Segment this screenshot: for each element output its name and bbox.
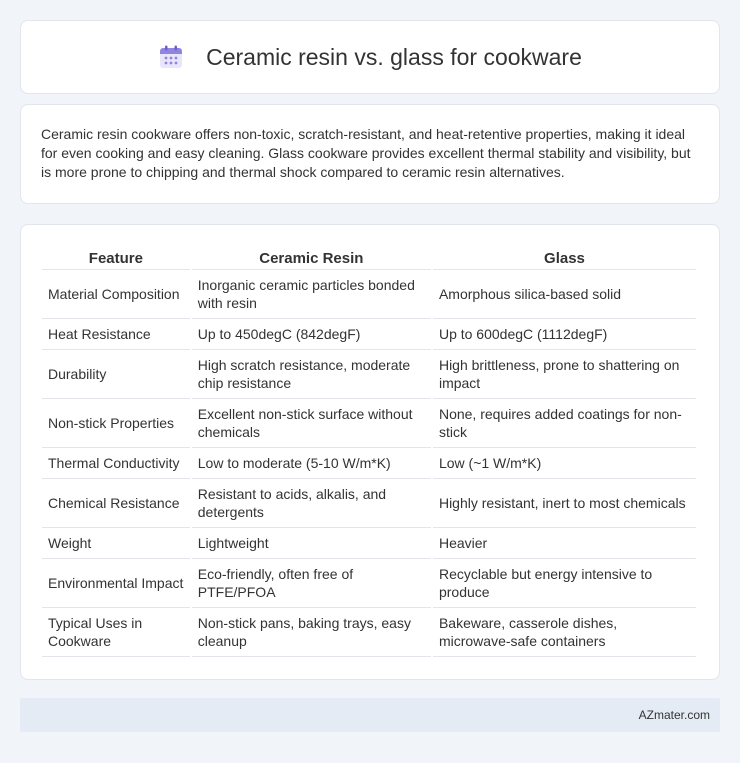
footer — [20, 698, 720, 732]
header-ceramic-resin: Ceramic Resin — [192, 245, 431, 270]
glass-cell: Highly resistant, inert to most chemicals — [433, 479, 696, 528]
table-row — [42, 270, 696, 319]
ceramic-cell: Excellent non-stick surface without chemicals — [192, 399, 431, 448]
table-row — [42, 608, 696, 657]
ceramic-cell: High scratch resistance, moderate chip resistance — [192, 350, 431, 399]
feature-cell: Chemical Resistance — [42, 479, 190, 528]
feature-cell: Weight — [42, 528, 190, 559]
page-title: Ceramic resin vs. glass for cookware — [206, 43, 582, 70]
header-feature: Feature — [42, 245, 190, 270]
feature-cell: Environmental Impact — [42, 559, 190, 608]
ceramic-cell: Non-stick pans, baking trays, easy cleanup — [192, 608, 431, 657]
description-card — [20, 104, 720, 204]
table-row — [42, 479, 696, 528]
ceramic-cell: Lightweight — [192, 528, 431, 559]
feature-cell: Heat Resistance — [42, 319, 190, 350]
table-row — [42, 319, 696, 350]
feature-cell: Thermal Conductivity — [42, 448, 190, 479]
glass-cell: Low (~1 W/m*K) — [433, 448, 696, 479]
calendar-icon — [158, 44, 184, 70]
feature-cell: Non-stick Properties — [42, 399, 190, 448]
table-row — [42, 399, 696, 448]
glass-cell: None, requires added coatings for non-stick — [433, 399, 696, 448]
ceramic-cell: Resistant to acids, alkalis, and detergents — [192, 479, 431, 528]
feature-cell: Typical Uses in Cookware — [42, 608, 190, 657]
glass-cell: Amorphous silica-based solid — [433, 270, 696, 319]
header-glass: Glass — [433, 245, 696, 270]
glass-cell: Heavier — [433, 528, 696, 559]
feature-cell: Material Composition — [42, 270, 190, 319]
feature-cell: Durability — [42, 350, 190, 399]
comparison-table-card — [20, 224, 720, 680]
glass-cell: High brittleness, prone to shattering on impact — [433, 350, 696, 399]
glass-cell: Up to 600degC (1112degF) — [433, 319, 696, 350]
description-text: Ceramic resin cookware offers non-toxic, scratch-resistant, and heat-retentive properties, making it ideal for even cooking and easy cleaning. Glass cookware provides excellent thermal stability and visibility, but is more prone to chipping and thermal shock compared to ceramic resin alternatives. — [41, 126, 691, 180]
comparison-table — [40, 245, 698, 657]
ceramic-cell: Low to moderate (5-10 W/m*K) — [192, 448, 431, 479]
footer-brand[interactable]: AZmater.com — [638, 708, 710, 722]
table-row — [42, 528, 696, 559]
ceramic-cell: Inorganic ceramic particles bonded with resin — [192, 270, 431, 319]
table-row — [42, 350, 696, 399]
title-card — [20, 20, 720, 94]
table-row — [42, 448, 696, 479]
glass-cell: Recyclable but energy intensive to produce — [433, 559, 696, 608]
table-header-row — [42, 245, 696, 270]
table-row — [42, 559, 696, 608]
ceramic-cell: Up to 450degC (842degF) — [192, 319, 431, 350]
glass-cell: Bakeware, casserole dishes, microwave-safe containers — [433, 608, 696, 657]
ceramic-cell: Eco-friendly, often free of PTFE/PFOA — [192, 559, 431, 608]
